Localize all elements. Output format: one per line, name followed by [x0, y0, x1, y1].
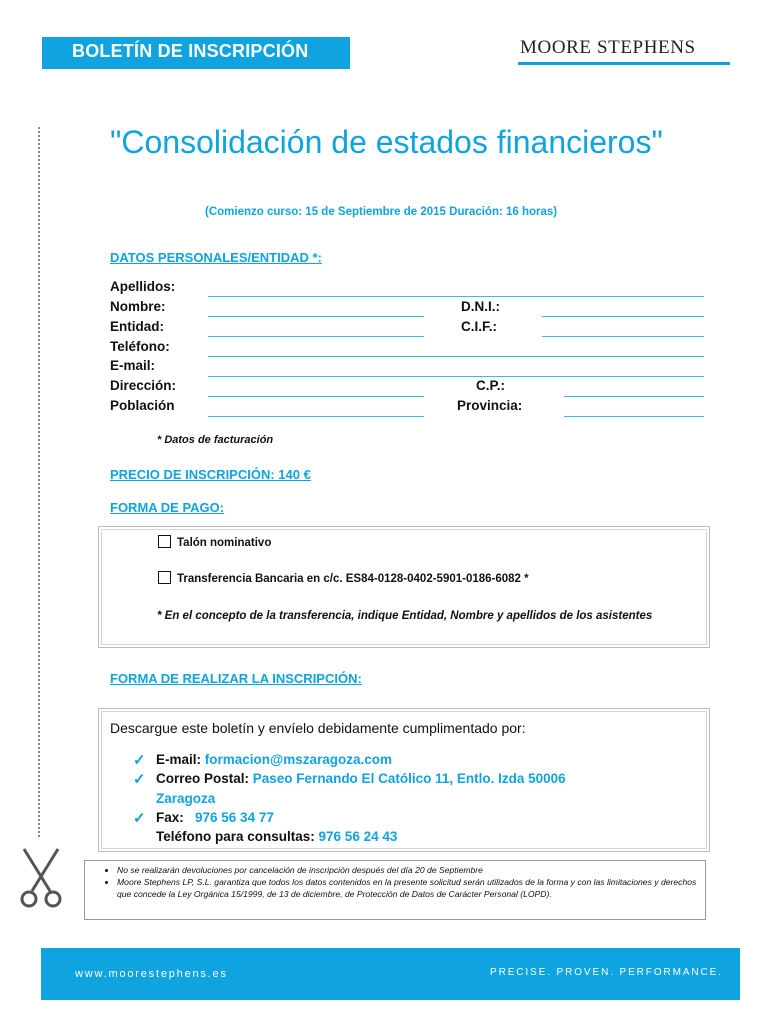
contact-fax: Fax: 976 56 34 77	[156, 810, 274, 825]
dni-field[interactable]	[542, 316, 704, 317]
payment-option-label: Transferencia Bancaria en c/c. ES84-0128-0402-5901-0186-6082 *	[177, 573, 529, 585]
apellidos-field[interactable]	[208, 296, 704, 297]
email-field[interactable]	[208, 376, 704, 377]
label-provincia: Provincia:	[457, 398, 523, 413]
contact-phone: Teléfono para consultas: 976 56 24 43	[156, 829, 398, 844]
provincia-field[interactable]	[564, 416, 704, 417]
fax-label: Fax	[156, 810, 180, 825]
registration-heading: FORMA DE REALIZAR LA INSCRIPCIÓN:	[110, 671, 362, 686]
label-cp: C.P.:	[476, 378, 506, 393]
cif-field[interactable]	[542, 336, 704, 337]
telefono-field[interactable]	[208, 356, 704, 357]
phone-number: 976 56 24 43	[318, 829, 398, 844]
label-dni: D.N.I.:	[461, 299, 500, 314]
label-apellidos: Apellidos:	[110, 279, 176, 294]
billing-note: * Datos de facturación	[157, 434, 274, 446]
label-nombre: Nombre:	[110, 299, 166, 314]
payment-option-transfer[interactable]	[158, 571, 529, 585]
email-label: E-mail:	[156, 752, 202, 767]
postal-address: Paseo Fernando El Católico 11, Entlo. Izda 50006	[252, 771, 566, 786]
contact-email	[156, 752, 392, 767]
label-poblacion: Población	[110, 398, 175, 413]
legal-item: • No se realizarán devoluciones por cancelación de inscripción después del día 20 de Septiembre	[117, 864, 705, 876]
price-heading: PRECIO DE INSCRIPCIÓN: 140 €	[110, 467, 311, 482]
form-title: BOLETÍN DE INSCRIPCIÓN	[72, 41, 309, 61]
payment-option-talon[interactable]	[158, 535, 271, 549]
legal-item: • Moore Stephens LP, S.L. garantiza que todos los datos contenidos en la presente solicitud serán utilizados de la forma y con las limitaciones y derechos que concede la Ley Orgánica 15/1999, de 13 de diciembre, de Protección de Datos de Carácter Personal (LOPD).	[117, 876, 705, 900]
registration-intro: Descargue este boletín y envíelo debidamente cumplimentado por:	[110, 720, 526, 736]
scissors-icon	[14, 845, 68, 909]
checkbox-talon[interactable]	[158, 535, 171, 548]
course-title: "Consolidación de estados financieros"	[110, 124, 663, 160]
course-subtitle: (Comienzo curso: 15 de Septiembre de 2015 Duración: 16 horas)	[205, 206, 558, 218]
legal-notes	[84, 860, 706, 920]
footer-url[interactable]: www.moorestephens.es	[75, 968, 228, 980]
contact-postal: Correo Postal: Paseo Fernando El Católico 11, Entlo. Izda 50006	[156, 771, 566, 786]
entidad-field[interactable]	[208, 336, 424, 337]
label-telefono: Teléfono:	[110, 339, 170, 354]
check-icon: ✓	[133, 810, 146, 827]
label-email: E-mail:	[110, 358, 156, 373]
personal-heading: DATOS PERSONALES/ENTIDAD *:	[110, 250, 322, 265]
cp-field[interactable]	[564, 396, 704, 397]
label-direccion: Dirección:	[110, 378, 177, 393]
check-icon: ✓	[133, 771, 146, 788]
payment-option-label: Talón nominativo	[177, 537, 272, 549]
direccion-field[interactable]	[208, 396, 424, 397]
label-entidad: Entidad:	[110, 319, 164, 334]
check-icon: ✓	[133, 752, 146, 769]
checkbox-transfer[interactable]	[158, 571, 171, 584]
brand-logo: MOORE STEPHENS	[520, 37, 696, 58]
transfer-note: * En el concepto de la transferencia, indique Entidad, Nombre y apellidos de los asistentes	[157, 610, 653, 622]
email-link[interactable]: formacion@mszaragoza.com	[204, 752, 392, 767]
cut-line	[38, 127, 40, 837]
label-cif: C.I.F.:	[461, 319, 497, 334]
brand-underline	[518, 62, 730, 65]
postal-label: Correo Postal	[156, 771, 245, 786]
nombre-field[interactable]	[208, 316, 424, 317]
phone-label: Teléfono para consultas	[156, 829, 311, 844]
fax-number: 976 56 34 77	[195, 810, 274, 825]
footer-slogan: PRECISE. PROVEN. PERFORMANCE.	[490, 967, 723, 978]
poblacion-field[interactable]	[208, 416, 424, 417]
postal-city: Zaragoza	[156, 791, 216, 806]
payment-heading: FORMA DE PAGO:	[110, 500, 225, 515]
